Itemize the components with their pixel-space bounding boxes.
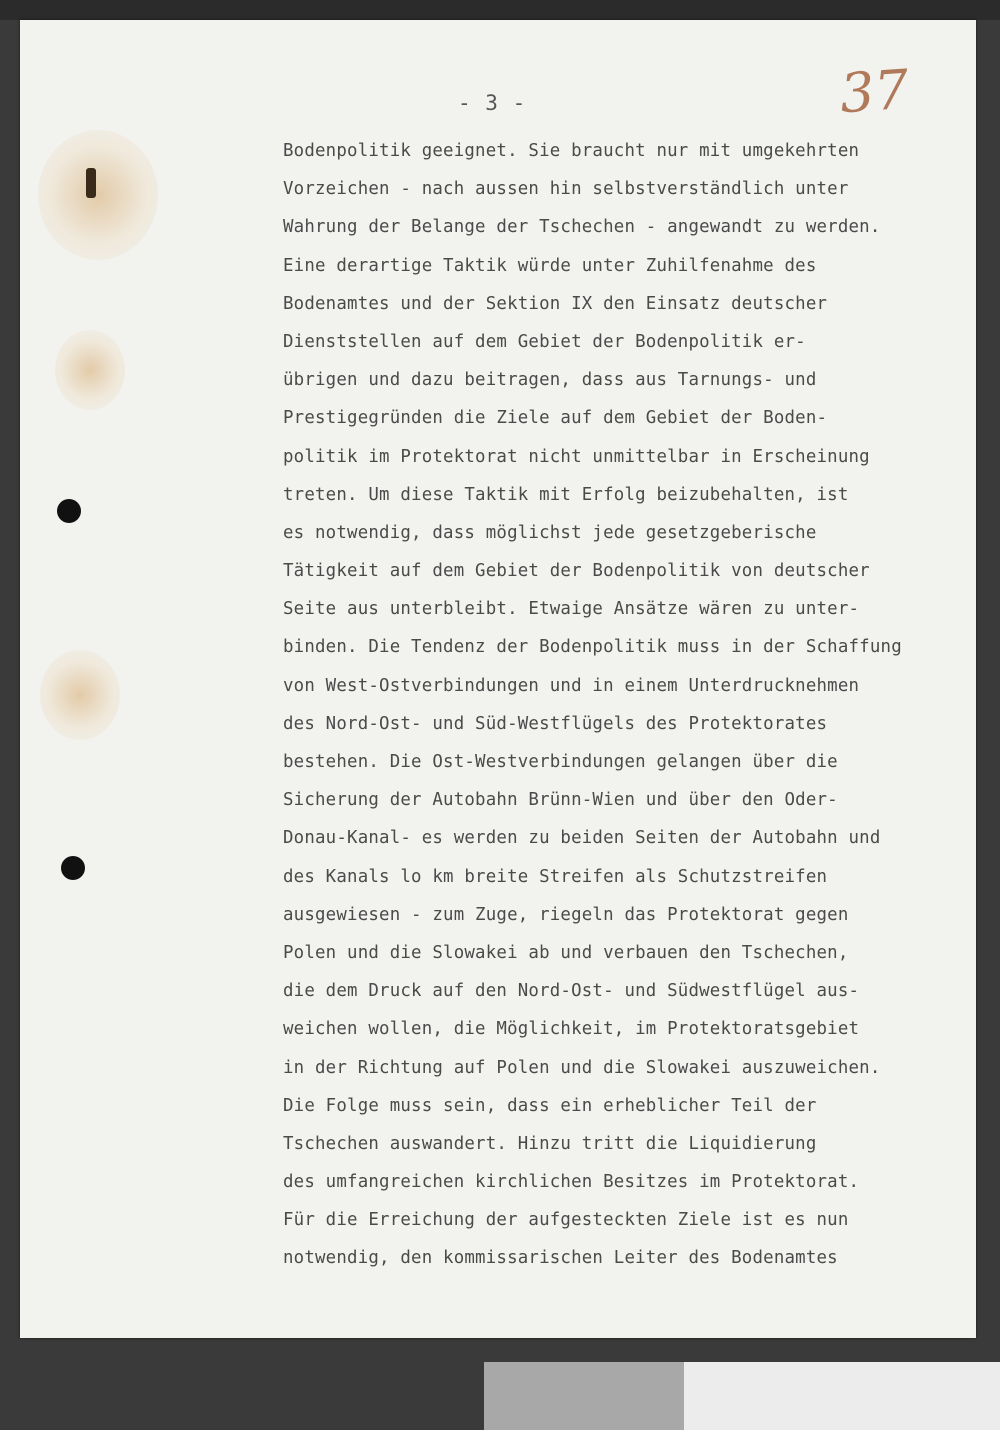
text-line: binden. Die Tendenz der Bodenpolitik muss in der Schaffung bbox=[283, 637, 902, 658]
text-line: Eine derartige Taktik würde unter Zuhilfenahme des bbox=[283, 255, 817, 276]
text-line: Dienststellen auf dem Gebiet der Bodenpolitik er- bbox=[283, 331, 806, 352]
text-line: die dem Druck auf den Nord-Ost- und Südwestflügel aus- bbox=[283, 981, 860, 1002]
text-line: es notwendig, dass möglichst jede gesetzgeberische bbox=[283, 522, 817, 543]
rust-stain bbox=[38, 130, 158, 260]
text-line: Tätigkeit auf dem Gebiet der Bodenpolitik von deutscher bbox=[283, 561, 870, 582]
text-line: ausgewiesen - zum Zuge, riegeln das Protektorat gegen bbox=[283, 904, 849, 925]
scan-calibration-strip-white bbox=[684, 1362, 1000, 1430]
burn-mark bbox=[86, 168, 96, 198]
page-number: - 3 - bbox=[458, 91, 527, 115]
punch-hole bbox=[57, 499, 81, 523]
text-line: politik im Protektorat nicht unmittelbar in Erscheinung bbox=[283, 446, 870, 467]
text-line: von West-Ostverbindungen und in einem Unterdrucknehmen bbox=[283, 675, 860, 696]
text-line: Für die Erreichung der aufgesteckten Ziele ist es nun bbox=[283, 1210, 849, 1231]
text-line: Seite aus unterbleibt. Etwaige Ansätze wären zu unter- bbox=[283, 599, 860, 620]
text-line: Bodenpolitik geeignet. Sie braucht nur mit umgekehrten bbox=[283, 141, 860, 161]
text-line: treten. Um diese Taktik mit Erfolg beizubehalten, ist bbox=[283, 484, 849, 505]
scan-calibration-strip-grey bbox=[484, 1362, 684, 1430]
text-line: des Kanals lo km breite Streifen als Schutzstreifen bbox=[283, 866, 828, 887]
text-line: Vorzeichen - nach aussen hin selbstverständlich unter bbox=[283, 179, 849, 200]
text-line: Tschechen auswandert. Hinzu tritt die Liquidierung bbox=[283, 1133, 817, 1154]
text-line: des Nord-Ost- und Süd-Westflügels des Protektorates bbox=[283, 713, 828, 734]
rust-stain bbox=[40, 650, 120, 740]
punch-hole bbox=[61, 856, 85, 880]
text-line: Bodenamtes und der Sektion IX den Einsatz deutscher bbox=[283, 293, 828, 314]
body-text bbox=[283, 134, 963, 1280]
text-line: bestehen. Die Ost-Westverbindungen gelangen über die bbox=[283, 752, 838, 772]
text-line: weichen wollen, die Möglichkeit, im Protektoratsgebiet bbox=[283, 1019, 860, 1040]
text-line: Prestigegründen die Ziele auf dem Gebiet der Boden- bbox=[283, 408, 828, 429]
text-line: des umfangreichen kirchlichen Besitzes im Protektorat. bbox=[283, 1172, 860, 1193]
text-line: notwendig, den kommissarischen Leiter des Bodenamtes bbox=[283, 1248, 838, 1269]
folio-number: 37 bbox=[837, 57, 911, 126]
text-line: Wahrung der Belange der Tschechen - angewandt zu werden. bbox=[283, 217, 881, 238]
text-line: übrigen und dazu beitragen, dass aus Tarnungs- und bbox=[283, 370, 817, 391]
text-line: Polen und die Slowakei ab und verbauen den Tschechen, bbox=[283, 942, 849, 963]
text-line: Donau-Kanal- es werden zu beiden Seiten der Autobahn und bbox=[283, 828, 881, 849]
text-line: in der Richtung auf Polen und die Slowakei auszuweichen. bbox=[283, 1057, 881, 1078]
rust-stain bbox=[55, 330, 125, 410]
scan-backdrop bbox=[0, 0, 1000, 20]
text-line: Die Folge muss sein, dass ein erheblicher Teil der bbox=[283, 1095, 817, 1116]
text-line: Sicherung der Autobahn Brünn-Wien und über den Oder- bbox=[283, 790, 838, 811]
